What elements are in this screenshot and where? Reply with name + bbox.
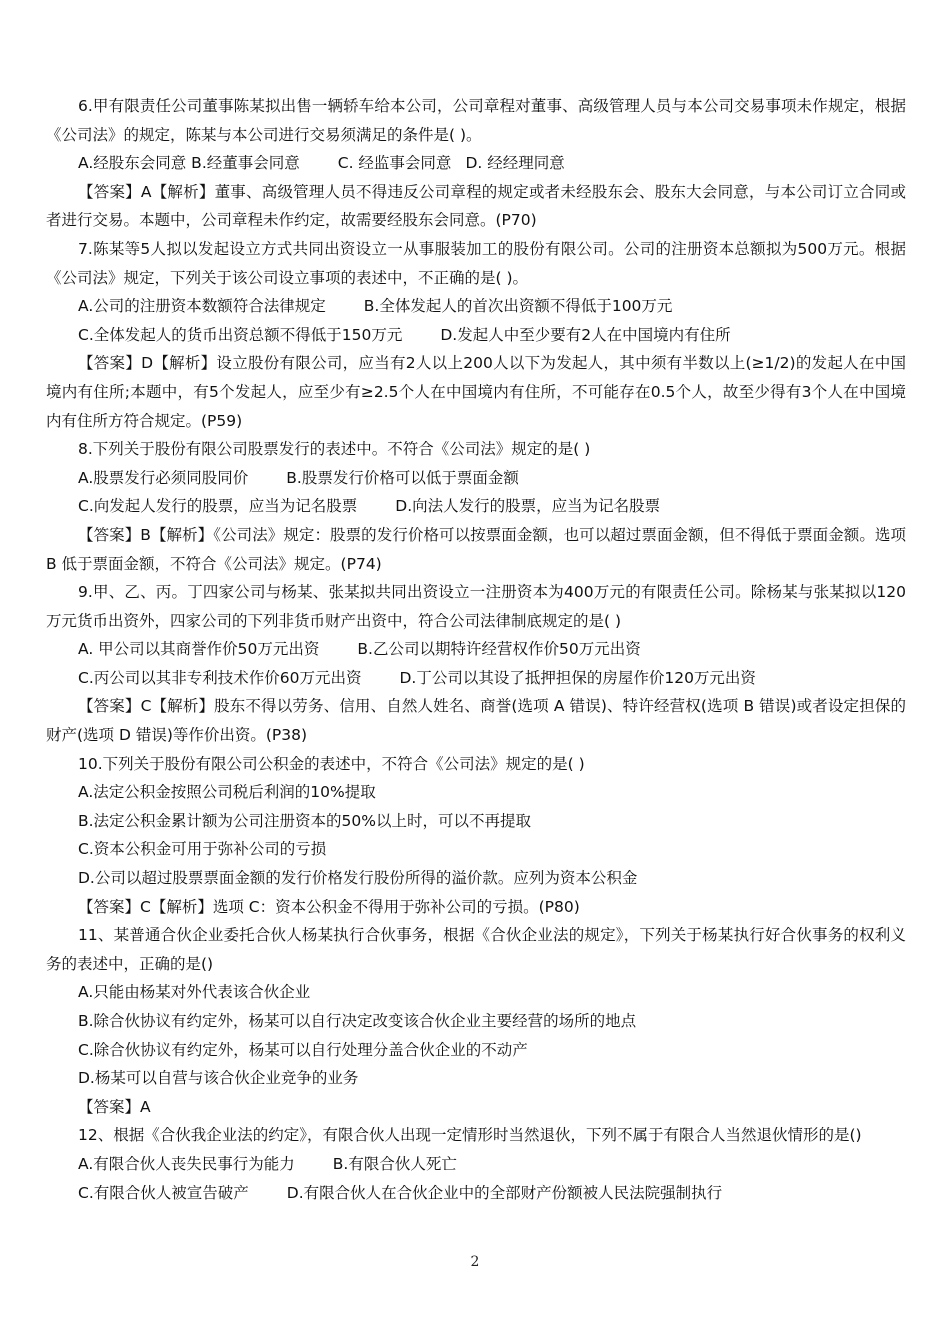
page-number: 2 — [470, 1254, 480, 1270]
question-7-answer: 【答案】D【解析】设立股份有限公司，应当有2人以上200人以下为发起人，其中须有半数以上(≥1/2)的发起人在中国境内有住所;本题中，有5个发起人，应至少有≥2.5个人在中国境内有住所，不可能存在0.5个人，故至少得有3个人在中国境内有住所方符合规定。(P59) — [46, 354, 906, 430]
option-a-b: A.经股东会同意 B.经董事会同意 — [78, 154, 300, 173]
option-a: A.公司的注册资本数额符合法律规定 — [78, 297, 326, 316]
question-11-option-a: A.只能由杨某对外代表该合伙企业 — [78, 983, 311, 1002]
question-10-option-d: D.公司以超过股票票面金额的发行价格发行股份所得的溢价款。应列为资本公积金 — [78, 869, 638, 888]
option-b: B.有限合伙人死亡 — [332, 1154, 457, 1173]
question-9-options-row-1 — [46, 635, 906, 664]
question-7-stem: 7.陈某等5人拟以发起设立方式共同出资设立一从事服装加工的股份有限公司。公司的注册资本总额拟为500万元。根据《公司法》规定，下列关于该公司设立事项的表述中，不正确的是( )。 — [46, 239, 906, 287]
question-12-options-row-1 — [46, 1150, 906, 1179]
option-c: C.有限合伙人被宣告破产 — [78, 1183, 249, 1202]
question-8-options-row-1 — [46, 464, 906, 493]
option-b: B.全体发起人的首次出资额不得低于100万元 — [363, 297, 673, 316]
option-c: C. 经监事会同意 — [337, 154, 452, 173]
option-c: C.全体发起人的货币出资总额不得低于150万元 — [78, 325, 403, 344]
question-11-stem: 11、某普通合伙企业委托合伙人杨某执行合伙事务，根据《合伙企业法的规定》，下列关于杨某执行好合伙事务的权利义务的表述中，正确的是() — [46, 926, 906, 973]
question-6-stem: 6.甲有限责任公司董事陈某拟出售一辆轿车给本公司，公司章程对董事、高级管理人员与本公司交易事项未作规定，根据《公司法》的规定，陈某与本公司进行交易须满足的条件是( )。 — [46, 97, 906, 144]
option-c: C.向发起人发行的股票，应当为记名股票 — [78, 497, 358, 516]
question-10-option-b: B.法定公积金累计额为公司注册资本的50%以上时，可以不再提取 — [78, 811, 532, 830]
question-8-stem: 8.下列关于股份有限公司股票发行的表述中。不符合《公司法》规定的是( ) — [78, 440, 591, 459]
question-6-answer: 【答案】A【解析】董事、高级管理人员不得违反公司章程的规定或者未经股东会、股东大会同意，与本公司订立合同或者进行交易。本题中，公司章程未作约定，故需要经股东会同意。(P70) — [46, 182, 906, 230]
question-10-option-a: A.法定公积金按照公司税后利润的10%提取 — [78, 783, 376, 802]
question-7-options-row-1 — [46, 292, 906, 321]
question-6-options — [46, 149, 906, 178]
question-11-option-d: D.杨某可以自营与该合伙企业竞争的业务 — [78, 1069, 359, 1088]
option-d: D.有限合伙人在合伙企业中的全部财产份额被人民法院强制执行 — [286, 1183, 723, 1202]
question-7-options-row-2 — [46, 321, 906, 350]
question-8-options-row-2 — [46, 492, 906, 521]
option-a: A.有限合伙人丧失民事行为能力 — [78, 1154, 295, 1173]
question-11-option-c: C.除合伙协议有约定外，杨某可以自行处理分盖合伙企业的不动产 — [78, 1040, 528, 1059]
option-b: B.乙公司以期特许经营权作价50万元出资 — [357, 640, 641, 659]
question-11-option-b: B.除合伙协议有约定外，杨某可以自行决定改变该合伙企业主要经营的场所的地点 — [78, 1012, 637, 1030]
option-b: B.股票发行价格可以低于票面金额 — [286, 468, 519, 487]
option-d: D. 经经理同意 — [465, 154, 565, 173]
option-a: A. 甲公司以其商誉作价50万元出资 — [78, 640, 320, 659]
question-10-answer: 【答案】C【解析】选项 C：资本公积金不得用于弥补公司的亏损。(P80) — [78, 897, 580, 916]
question-9-stem: 9.甲、乙、丙。丁四家公司与杨某、张某拟共同出资设立一注册资本为400万元的有限责任公司。除杨某与张某拟以120万元货币出资外，四家公司的下列非货币财产出资中，符合公司法律制底规定的是( ) — [46, 583, 906, 630]
question-12-stem: 12、根据《合伙我企业法的约定》，有限合伙人出现一定情形时当然退伙，下列不属于有限合人当然退伙情形的是() — [78, 1126, 862, 1145]
question-12-options-row-2 — [46, 1179, 906, 1208]
question-10-stem: 10.下列关于股份有限公司公积金的表述中，不符合《公司法》规定的是( ) — [78, 754, 585, 773]
question-8-answer: 【答案】B【解析】《公司法》规定：股票的发行价格可以按票面金额，也可以超过票面金额，但不得低于票面金额。选项 B 低于票面金额，不符合《公司法》规定。(P74) — [46, 525, 906, 573]
option-d: D.丁公司以其设了抵押担保的房屋作价120万元出资 — [399, 668, 756, 687]
question-9-options-row-2 — [46, 664, 906, 693]
option-a: A.股票发行必须同股同价 — [78, 468, 249, 487]
question-9-answer: 【答案】C【解析】股东不得以劳务、信用、自然人姓名、商誉(选项 A 错误)、特许经营权(选项 B 错误)或者设定担保的财产(选项 D 错误)等作价出资。(P38) — [46, 697, 906, 745]
option-c: C.丙公司以其非专利技术作价60万元出资 — [78, 668, 362, 687]
question-10-option-c: C.资本公积金可用于弥补公司的亏损 — [78, 840, 327, 859]
option-d: D.发起人中至少要有2人在中国境内有住所 — [440, 325, 731, 344]
option-d: D.向法人发行的股票，应当为记名股票 — [395, 497, 661, 516]
question-11-answer: 【答案】A — [78, 1097, 151, 1116]
